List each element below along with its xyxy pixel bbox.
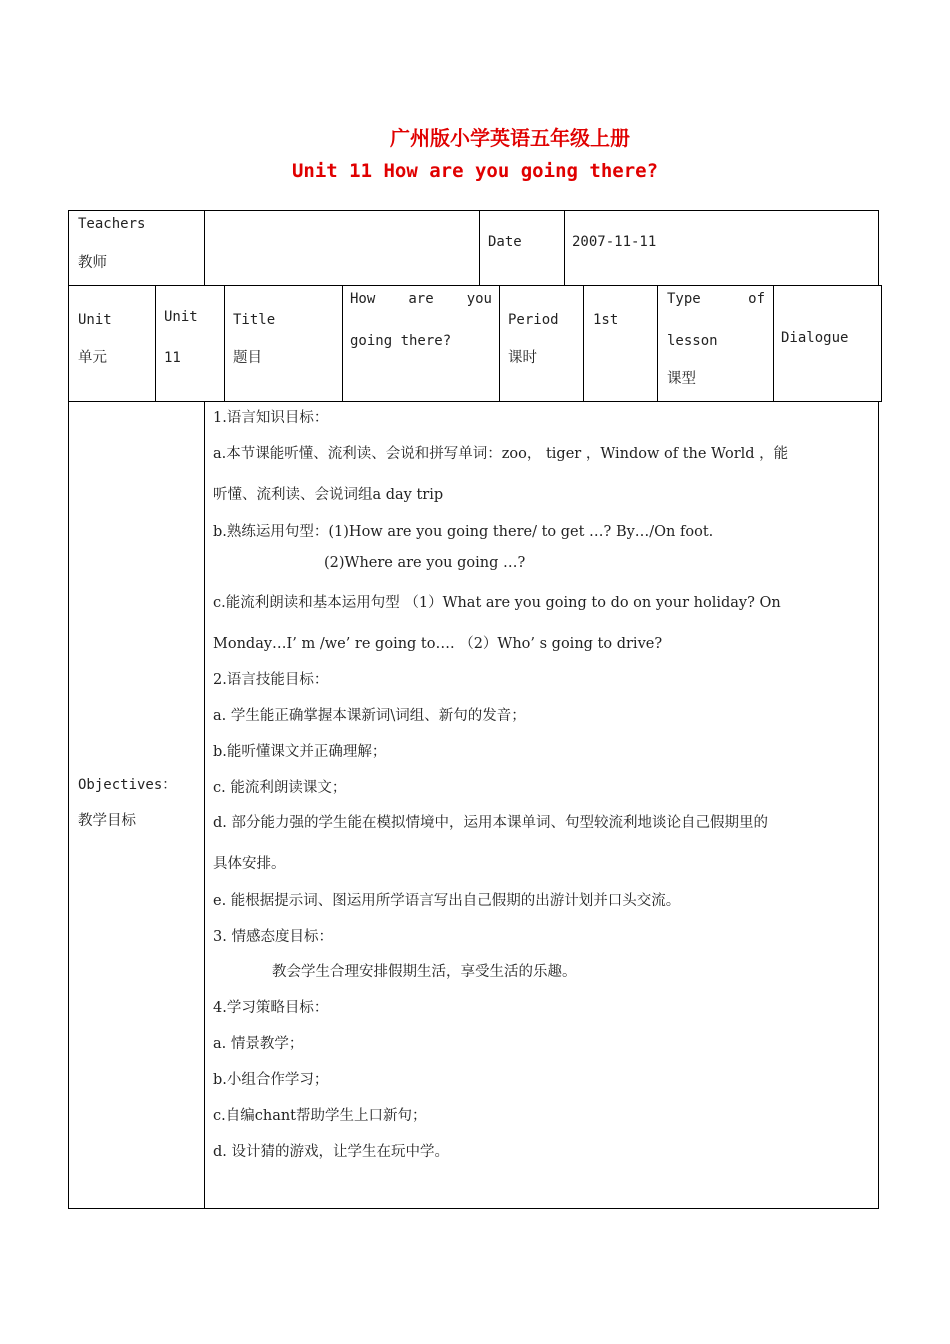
teachers-label-en: Teachers — [78, 216, 146, 232]
period-label-cell — [499, 285, 584, 402]
objective-line: Monday…I’ m /we’ re going to…. （2）Who’ s going to drive? — [213, 636, 663, 652]
objective-line: c.自编chant帮助学生上口新句； — [213, 1108, 427, 1124]
objective-line: 教会学生合理安排假期生活，享受生活的乐趣。 — [272, 964, 577, 980]
type-label-word: of — [748, 291, 765, 307]
unit-label-cn: 单元 — [78, 350, 107, 366]
document-title-english: Unit 11 How are you going there? — [291, 160, 659, 182]
type-label-line2: lesson — [667, 333, 718, 349]
unit-label-cell — [68, 285, 156, 402]
teacher-value-cell — [204, 210, 480, 286]
objective-line: b.小组合作学习； — [213, 1072, 329, 1088]
teachers-label-cn: 教师 — [78, 255, 107, 271]
period-label-en: Period — [508, 312, 559, 328]
objective-line: 2.语言技能目标： — [213, 672, 329, 688]
objective-line: e. 能根据提示词、图运用所学语言写出自己假期的出游计划并口头交流。 — [213, 893, 681, 909]
objectives-label-cell — [68, 401, 205, 1209]
objective-line: 1.语言知识目标： — [213, 410, 329, 426]
lesson-title-line2: going there? — [350, 333, 452, 349]
objective-line: c. 能流利朗读课文； — [213, 780, 347, 796]
objective-line: b.能听懂课文并正确理解； — [213, 744, 387, 760]
title-label-cn: 题目 — [233, 350, 262, 366]
objective-line: 3. 情感态度目标： — [213, 929, 333, 945]
unit-value-cell — [155, 285, 225, 402]
unit-label-en: Unit — [78, 312, 112, 328]
objective-line: a. 情景教学； — [213, 1036, 304, 1052]
objective-line: d. 部分能力强的学生能在模拟情境中，运用本课单词、句型较流利地谈论自己假期里的 — [213, 815, 768, 831]
objective-line: d. 设计猜的游戏，让学生在玩中学。 — [213, 1144, 449, 1160]
period-value-cell — [583, 285, 658, 402]
period-label-cn: 课时 — [508, 350, 537, 366]
objective-line: 听懂、流利读、会说词组a day trip — [213, 487, 444, 503]
lesson-title-word: are — [408, 291, 434, 307]
unit-number: 11 — [164, 350, 181, 366]
title-label-en: Title — [233, 312, 276, 328]
type-label-line1 — [667, 291, 765, 307]
type-label-word: Type — [667, 291, 701, 307]
date-label: Date — [488, 234, 522, 250]
title-label-cell — [224, 285, 343, 402]
objective-line: a. 学生能正确掌握本课新词\词组、新句的发音； — [213, 708, 526, 724]
objective-line: 具体安排。 — [213, 856, 286, 872]
type-value: Dialogue — [781, 330, 849, 346]
lesson-title-word: you — [466, 291, 492, 307]
unit-label-secondary: Unit — [164, 309, 198, 325]
objective-line: (2)Where are you going …? — [324, 555, 526, 571]
lesson-title-line1 — [350, 291, 492, 307]
objective-line: b.熟练运用句型：(1)How are you going there/ to get …? By…/On foot. — [213, 524, 714, 540]
type-label-cn: 课型 — [667, 371, 696, 387]
lesson-title-word: How — [350, 291, 376, 307]
document-title-chinese: 广州版小学英语五年级上册 — [390, 126, 630, 150]
objective-line: c.能流利朗读和基本运用句型 （1）What are you going to do on your holiday? On — [213, 595, 781, 611]
objective-line: 4.学习策略目标： — [213, 1000, 329, 1016]
objective-line: a.本节课能听懂、流利读、会说和拼写单词：zoo， tiger ，Window of the World ，能 — [213, 446, 789, 462]
objectives-label-en: Objectives： — [78, 777, 177, 793]
date-value: 2007-11-11 — [572, 234, 657, 250]
objectives-label-cn: 教学目标 — [78, 813, 136, 829]
period-value: 1st — [593, 312, 619, 328]
